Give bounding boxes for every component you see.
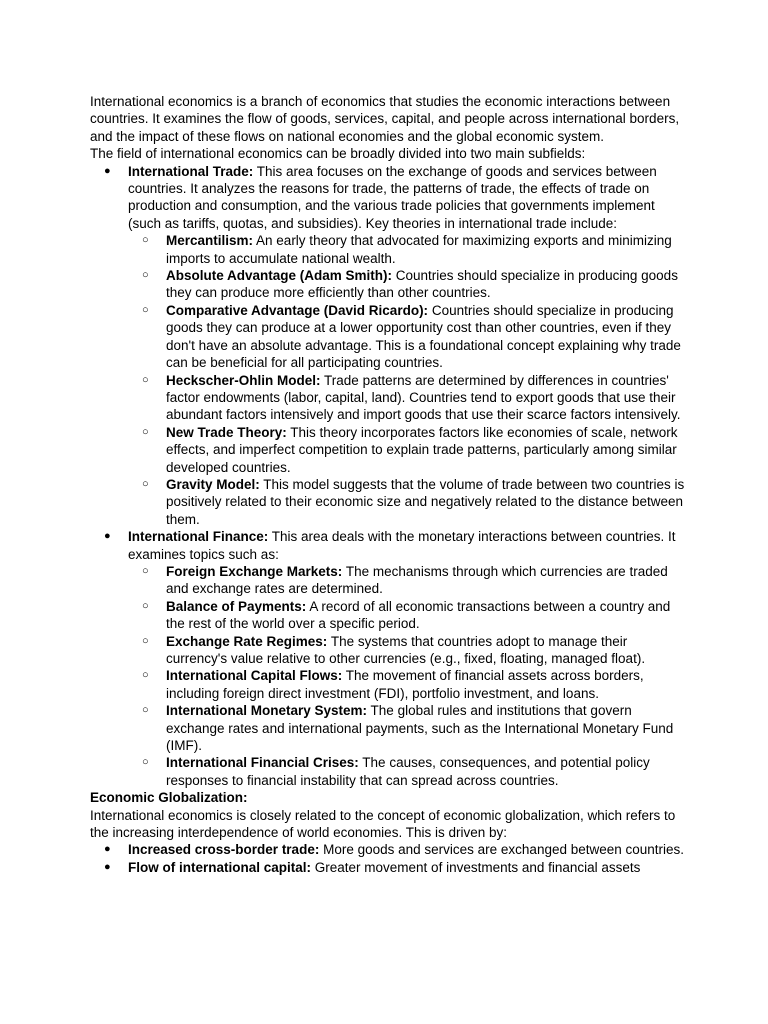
description: Countries should specialize in producing goods they can produce more efficiently than other countries. bbox=[166, 268, 678, 301]
intro-paragraph: International economics is a branch of economics that studies the economic interactions between countries. It examines the flow of goods, services, capital, and people across international borders, and the impact of these flows on national economies and the global economic system. bbox=[90, 94, 680, 144]
description: Trade patterns are determined by differences in countries' factor endowments (labor, capital, land). Countries tend to export goods that use their abundant factors intensively and import goods that use their scarce factors intensively. bbox=[166, 372, 681, 423]
description: Countries should specialize in producing goods they can produce at a lower opportunity cost than other countries, even if they don't have an absolute advantage. This is a foundational concept explaining why trade can be beneficial for all participating countries. bbox=[166, 302, 681, 371]
trade-theories-list bbox=[128, 232, 690, 528]
term: Flow of international capital: bbox=[128, 859, 312, 875]
list-item bbox=[128, 563, 690, 598]
subfields-list bbox=[90, 163, 690, 790]
description: More goods and services are exchanged between countries. bbox=[319, 842, 685, 858]
description: This model suggests that the volume of trade between two countries is positively related to their economic size and negatively related to the distance between them. bbox=[166, 476, 685, 527]
description: This theory incorporates factors like economies of scale, network effects, and imperfect competition to explain trade patterns, particularly among similar developed countries. bbox=[166, 424, 678, 475]
finance-topics-list bbox=[128, 563, 690, 789]
list-item bbox=[90, 859, 690, 876]
description: The systems that countries adopt to manage their currency's value relative to other currencies (e.g., fixed, floating, managed float). bbox=[166, 633, 646, 666]
globalization-drivers-list bbox=[90, 841, 690, 876]
term: Balance of Payments: bbox=[166, 598, 307, 614]
term: Comparative Advantage (David Ricardo): bbox=[166, 302, 429, 318]
list-item bbox=[128, 702, 690, 754]
description: An early theory that advocated for maximizing exports and minimizing imports to accumulate national wealth. bbox=[166, 233, 672, 266]
term: Exchange Rate Regimes: bbox=[166, 633, 328, 649]
globalization-paragraph: International economics is closely related to the concept of economic globalization, which refers to the increasing interdependence of world economies. This is driven by: bbox=[90, 807, 676, 841]
list-item bbox=[128, 267, 690, 302]
term: New Trade Theory: bbox=[166, 424, 287, 440]
description: The mechanisms through which currencies are traded and exchange rates are determined. bbox=[166, 563, 668, 597]
term: Heckscher-Ohlin Model: bbox=[166, 372, 321, 388]
description: This area focuses on the exchange of goods and services between countries. It analyzes the reasons for trade, the patterns of trade, the effects of trade on production and consumption, and the various trade policies that governments implement (such as tariffs, quotas, and subsidies). Key theories in international trade include: bbox=[128, 163, 657, 231]
term: International Financial Crises: bbox=[166, 755, 359, 771]
list-item bbox=[128, 302, 690, 372]
description: A record of all economic transactions between a country and the rest of the world over a specific period. bbox=[166, 598, 671, 632]
list-item bbox=[128, 598, 690, 633]
list-item bbox=[128, 372, 690, 424]
list-item bbox=[128, 667, 690, 702]
term: Mercantilism: bbox=[166, 233, 254, 249]
subfields-intro: The field of international economics can be broadly divided into two main subfields: bbox=[90, 146, 586, 162]
list-item bbox=[128, 754, 690, 789]
term: Absolute Advantage (Adam Smith): bbox=[166, 268, 393, 284]
description: Greater movement of investments and financial assets bbox=[311, 859, 641, 875]
list-item bbox=[128, 232, 690, 267]
term: Increased cross-border trade: bbox=[128, 842, 320, 858]
term: International Monetary System: bbox=[166, 703, 368, 719]
list-item bbox=[128, 424, 690, 476]
term: Gravity Model: bbox=[166, 476, 260, 492]
description: The movement of financial assets across borders, including foreign direct investment (FDI), portfolio investment, and loans. bbox=[166, 668, 644, 701]
document-page bbox=[90, 93, 690, 876]
term: International Capital Flows: bbox=[166, 668, 343, 684]
list-item-finance bbox=[90, 528, 690, 789]
list-item-trade bbox=[90, 163, 690, 529]
term: International Finance: bbox=[128, 529, 269, 545]
list-item bbox=[128, 476, 690, 528]
description: The global rules and institutions that govern exchange rates and international payments, such as the International Monetary Fund (IMF). bbox=[166, 703, 674, 754]
term: Foreign Exchange Markets: bbox=[166, 563, 343, 579]
list-item bbox=[90, 841, 690, 858]
list-item bbox=[128, 633, 690, 668]
section-heading: Economic Globalization: bbox=[90, 790, 248, 806]
description: This area deals with the monetary interactions between countries. It examines topics such as: bbox=[128, 529, 676, 562]
description: The causes, consequences, and potential policy responses to financial instability that can spread across countries. bbox=[166, 755, 650, 788]
term: International Trade: bbox=[128, 163, 254, 179]
